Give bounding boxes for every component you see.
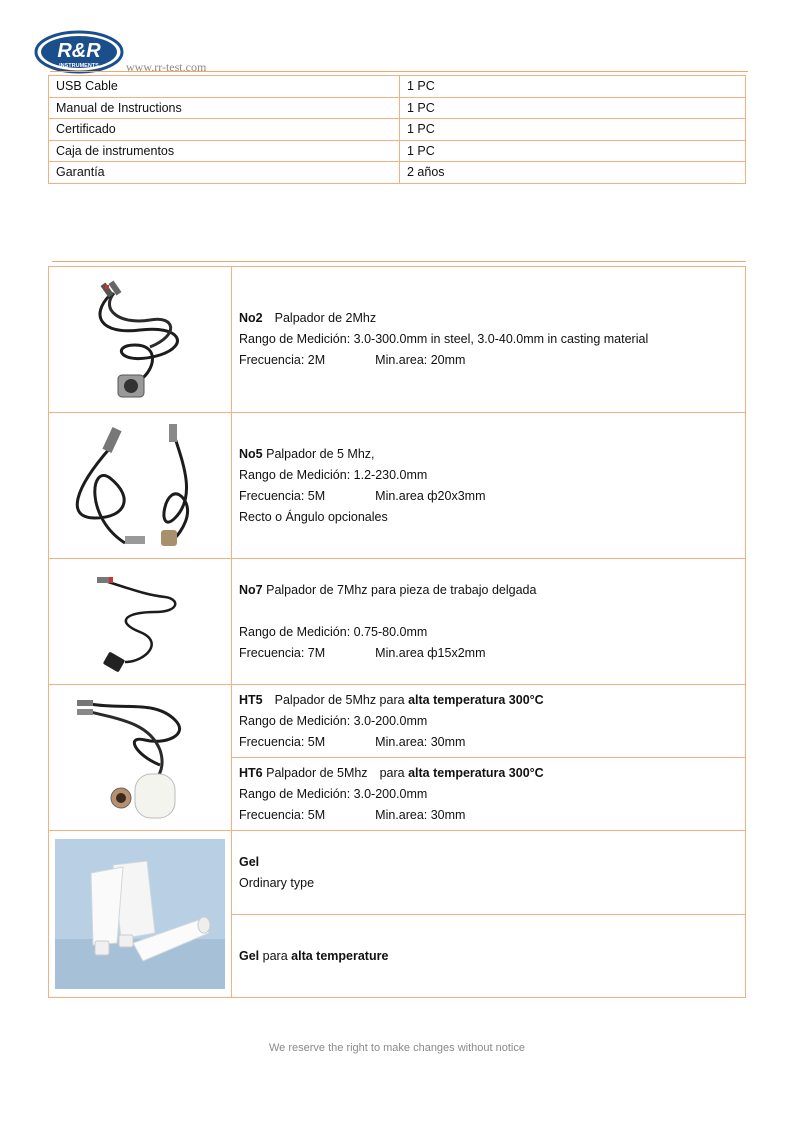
probe-image-cell	[49, 685, 232, 831]
probe-range: Rango de Medición: 1.2-230.0mm	[239, 467, 428, 482]
probe-name: Palpador de 5Mhz para	[274, 692, 405, 707]
probe-code: No5	[239, 446, 263, 461]
accessory-name: Manual de Instructions	[49, 97, 400, 119]
table-row	[49, 831, 746, 915]
table-row	[49, 76, 746, 98]
probe-no2-image	[80, 275, 200, 405]
gel-description	[232, 915, 746, 998]
gel-type: Ordinary type	[239, 875, 315, 890]
gel-title: Gel	[239, 854, 260, 869]
probe-description	[232, 559, 746, 685]
table-row	[49, 559, 746, 685]
gel-tubes-image	[55, 839, 225, 989]
probe-temp: alta temperatura 300°C	[408, 765, 544, 780]
probe-description	[232, 267, 746, 413]
accessory-name: Certificado	[49, 119, 400, 141]
section-divider	[52, 261, 746, 262]
logo-text: R&R	[57, 40, 101, 62]
probe-min-area: Min.area ф15x2mm	[375, 645, 486, 660]
probe-min-area: Min.area ф20x3mm	[375, 488, 486, 503]
table-row	[49, 97, 746, 119]
probe-frequency: Frecuencia: 7M	[239, 645, 326, 660]
probe-description	[232, 758, 746, 831]
probe-ht-image	[65, 690, 215, 826]
probe-min-area: Min.area: 30mm	[375, 807, 466, 822]
probe-code: HT6	[239, 765, 263, 780]
footer-notice: We reserve the right to make changes without notice	[269, 1042, 525, 1054]
probe-frequency: Frecuencia: 5M	[239, 734, 326, 749]
probe-no5-image	[65, 418, 215, 554]
probe-no7-image	[85, 567, 195, 677]
probe-image-cell	[49, 559, 232, 685]
probe-name: Palpador de 5 Mhz,	[266, 446, 375, 461]
gel-title: Gel	[239, 948, 260, 963]
probe-code: No2	[239, 311, 263, 325]
probe-temp: alta temperatura 300°C	[408, 692, 544, 707]
table-row	[49, 267, 746, 413]
table-row	[49, 413, 746, 559]
table-row	[49, 140, 746, 162]
probe-range: Rango de Medición: 0.75-80.0mm	[239, 624, 428, 639]
table-row	[49, 119, 746, 141]
probe-range: Rango de Medición: 3.0-200.0mm	[239, 713, 428, 728]
header-divider	[50, 71, 748, 72]
logo-subtext: INSTRUMENTS	[59, 63, 99, 69]
accessory-name: USB Cable	[49, 76, 400, 98]
gel-description	[232, 831, 746, 915]
probe-name: Palpador de 5Mhz	[266, 765, 368, 780]
probe-min-area: Min.area: 20mm	[375, 353, 466, 367]
probe-description	[232, 413, 746, 559]
accessory-name: Garantía	[49, 162, 400, 184]
probe-image-cell	[49, 413, 232, 559]
accessories-table	[48, 75, 746, 184]
probe-options: Recto o Ángulo opcionales	[239, 509, 388, 524]
site-url[interactable]: www.rr-test.com	[126, 60, 207, 74]
probe-code: HT5	[239, 692, 263, 707]
gel-para: para	[262, 948, 288, 963]
probe-min-area: Min.area: 30mm	[375, 734, 466, 749]
probe-name: Palpador de 7Mhz para pieza de trabajo delgada	[266, 582, 537, 597]
probe-frequency: Frecuencia: 5M	[239, 807, 326, 822]
probe-image-cell	[49, 267, 232, 413]
probe-range: Rango de Medición: 3.0-200.0mm	[239, 786, 428, 801]
gel-image-cell	[49, 831, 232, 998]
probe-frequency: Frecuencia: 5M	[239, 488, 326, 503]
accessory-name: Caja de instrumentos	[49, 140, 400, 162]
accessory-qty: 2 años	[400, 162, 746, 184]
probe-frequency: Frecuencia: 2M	[239, 353, 326, 367]
accessory-qty: 1 PC	[400, 119, 746, 141]
table-row	[49, 162, 746, 184]
company-logo	[34, 30, 124, 74]
probe-name-2: para	[379, 765, 405, 780]
probe-name: Palpador de 2Mhz	[274, 311, 377, 325]
gel-high-temp: alta temperature	[291, 948, 389, 963]
accessory-qty: 1 PC	[400, 76, 746, 98]
accessory-qty: 1 PC	[400, 140, 746, 162]
table-row	[49, 685, 746, 758]
probes-table	[48, 266, 746, 998]
probe-range: Rango de Medición: 3.0-300.0mm in steel, 3.0-40.0mm in casting material	[239, 332, 649, 346]
probe-code: No7	[239, 582, 263, 597]
accessory-qty: 1 PC	[400, 97, 746, 119]
probe-description	[232, 685, 746, 758]
